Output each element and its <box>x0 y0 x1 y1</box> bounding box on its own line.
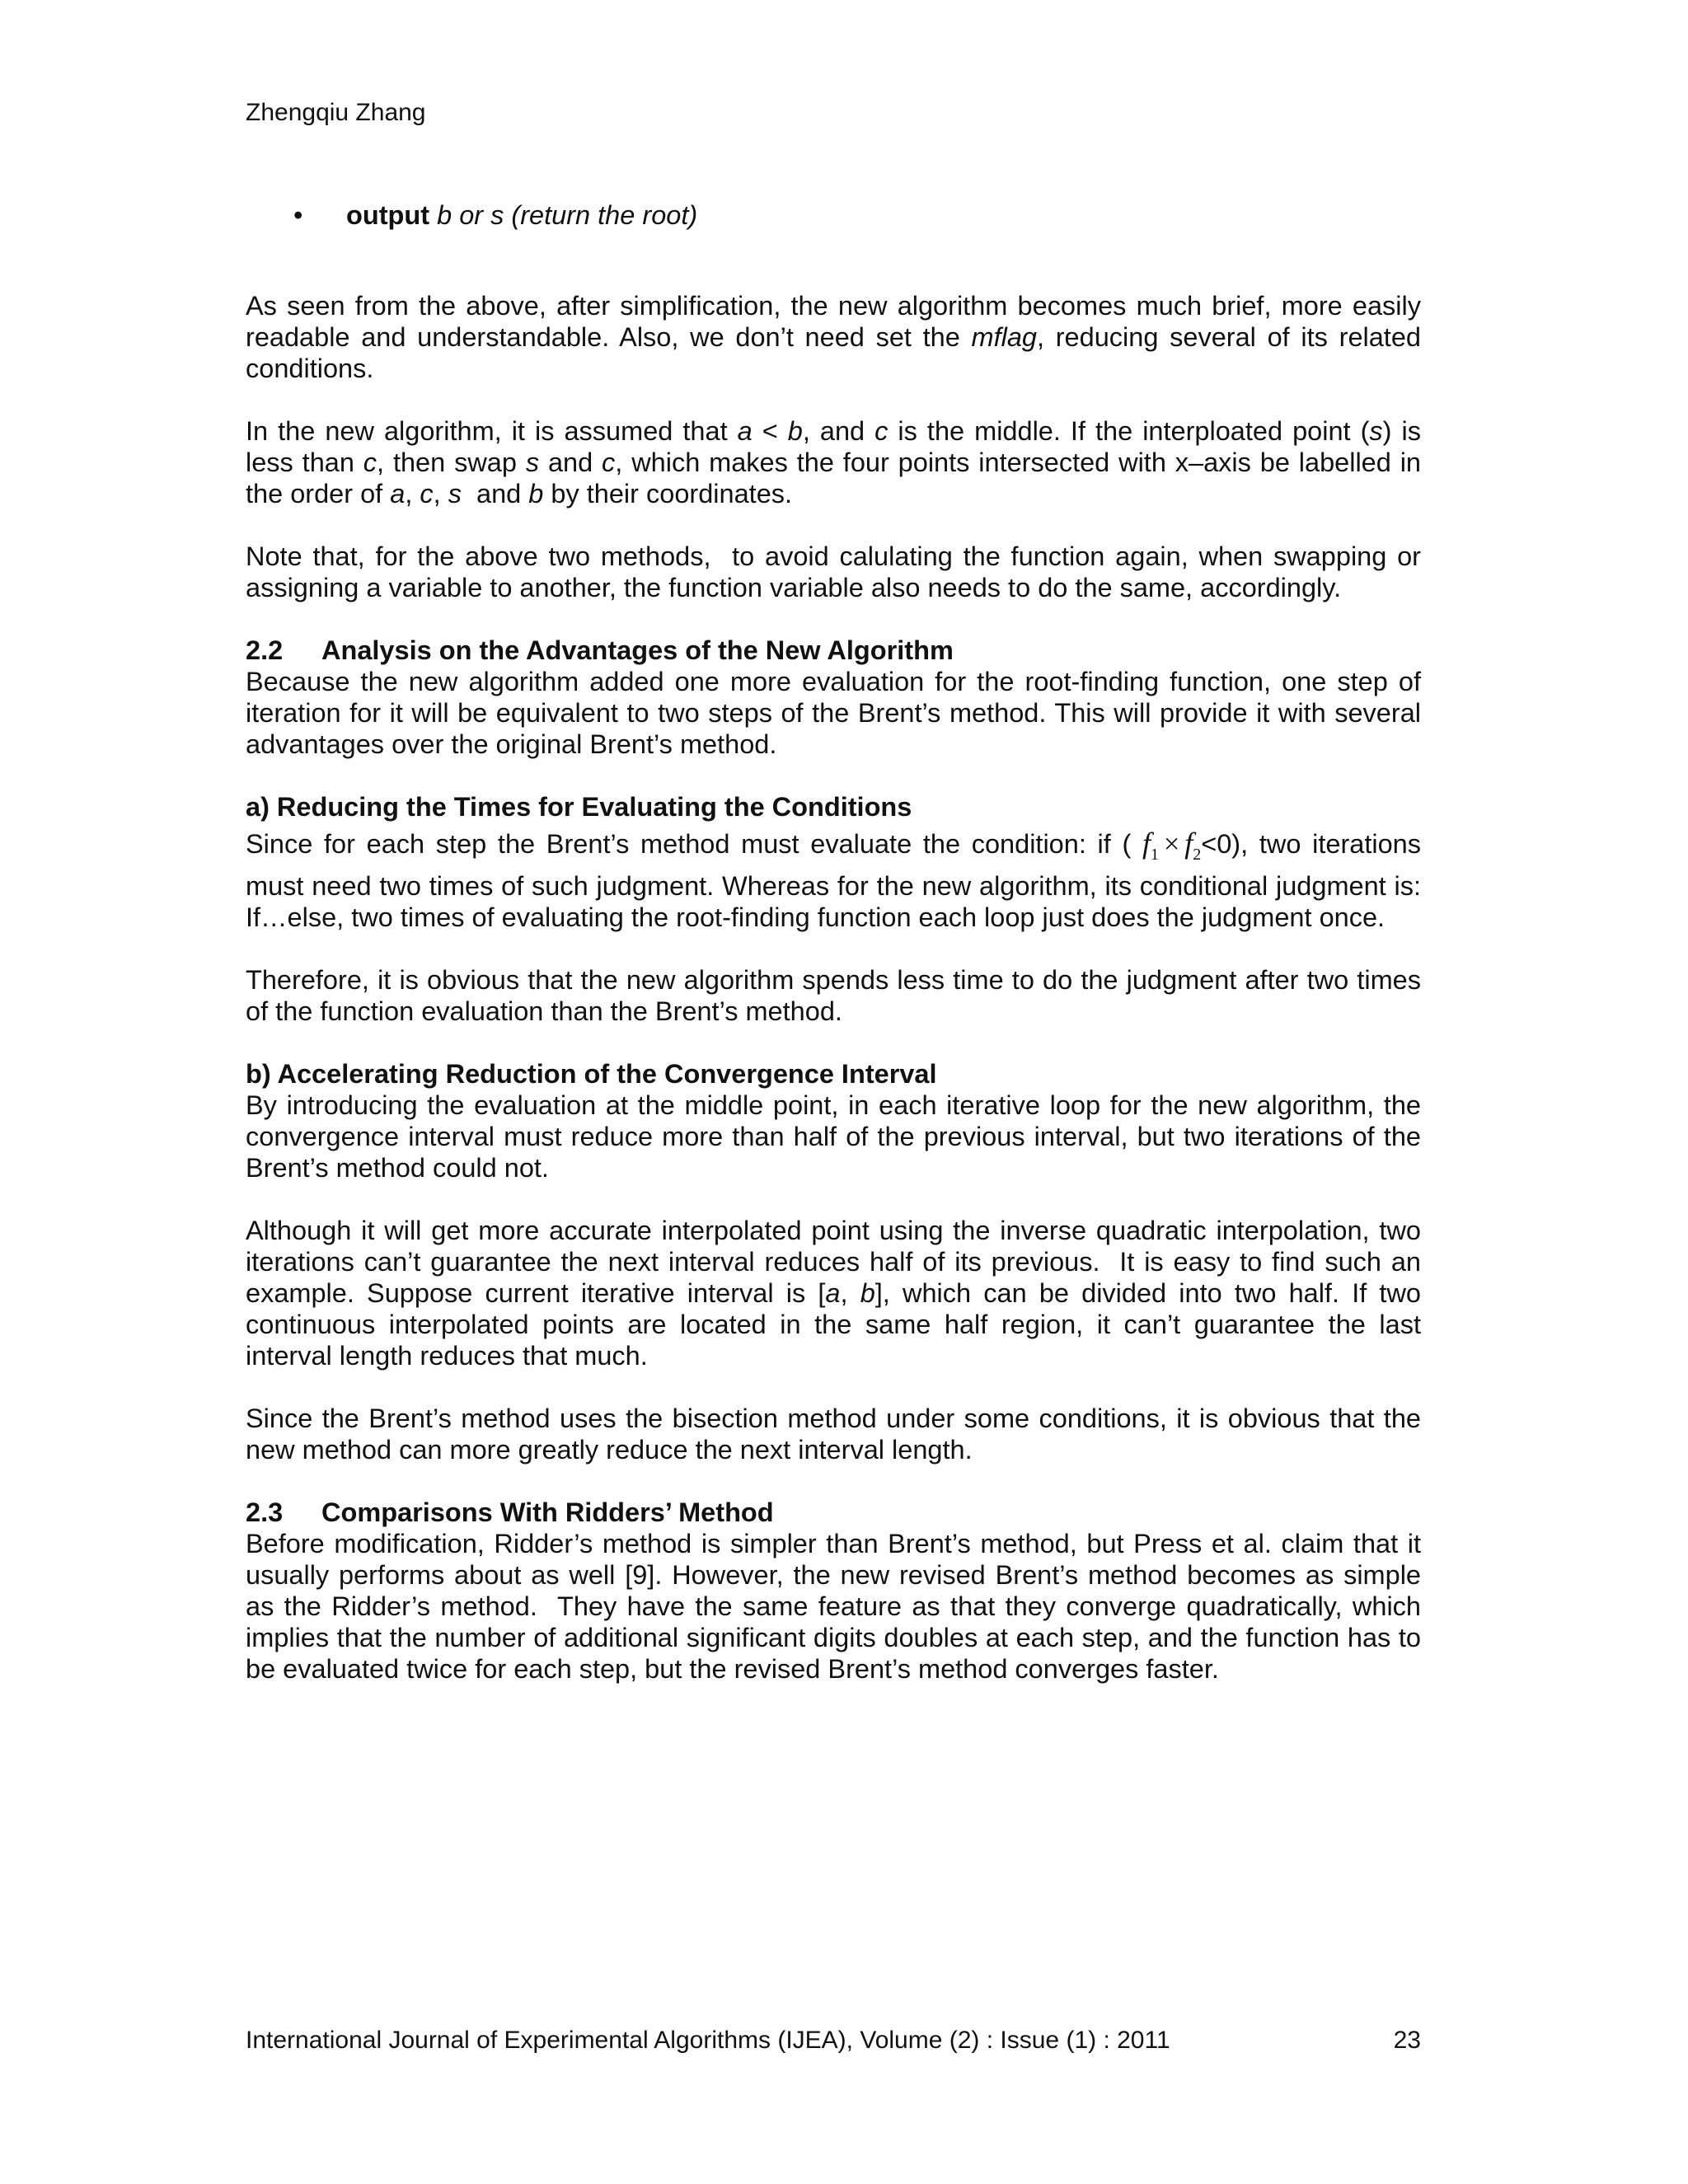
section-number: 2.2 <box>246 635 284 665</box>
section-2-3 <box>246 1497 1429 1685</box>
bullet-text: b or s (return the root) <box>437 200 698 230</box>
text-run: by their coordinates. <box>543 479 793 509</box>
page-number: 23 <box>1393 2027 1421 2054</box>
var-c: c <box>602 448 616 477</box>
var-b: b <box>787 416 803 446</box>
var-a: a <box>825 1278 841 1309</box>
text-run: Since for each step the Brent’s method must evaluate the condition: if ( <box>246 829 1143 859</box>
var-s: s <box>525 448 540 477</box>
formula-f1 <box>1142 827 1160 865</box>
var-c: c <box>874 416 889 446</box>
text-run: < <box>752 416 788 446</box>
section-2-2 <box>246 635 1421 760</box>
section-title: Analysis on the Advantages of the New Algorithm <box>321 635 954 665</box>
section-title: Comparisons With Ridders’ Method <box>321 1497 774 1528</box>
subscript-1: 1 <box>1151 846 1160 865</box>
paragraph-bisection: Since the Brent’s method uses the bisection method under some conditions, it is obvious that the new method can more greatly reduce the next interval length. <box>246 1404 1421 1465</box>
formula-f2 <box>1184 827 1202 865</box>
bullet-dot: • <box>293 200 303 230</box>
running-header-author: Zhengqiu Zhang <box>246 99 426 126</box>
text-run: <0), two iterations must need two times of such judgment. Whereas for the new algorithm, its conditional judgment is: If…else, two times of evaluating the root-finding function each loop just does the judgment once. <box>246 829 1421 933</box>
text-run: Although it will get more accurate interpolated point using the inverse quadratic interpolation, two iterations can’t guarantee the next interval reduces half of its previous. It is easy to find such an example. Suppose current iterative interval is [ <box>246 1216 1429 1309</box>
section-body: Before modification, Ridder’s method is simpler than Brent’s method, but Press et al. claim that it usually performs about as well [9]. However, the new revised Brent’s method becomes as simple as the Ridder’s method. They have the same feature as that they converge quadratically, which implies that the number of additional significant digits doubles at each step, and the function has to be evaluated twice for each step, but the revised Brent’s method converges faster. <box>246 1529 1429 1685</box>
text-run: , reducing several of its related conditions. <box>246 322 1421 383</box>
var-b: b <box>528 479 544 509</box>
subscript-2: 2 <box>1193 846 1202 865</box>
var-b: b <box>860 1278 875 1309</box>
text-run: In the new algorithm, it is assumed that <box>246 416 738 446</box>
text-run: , which makes the four points intersected with x–axis be labelled in the order of <box>246 448 1421 509</box>
subsection-body <box>246 823 1421 933</box>
bullet-keyword: output <box>346 200 430 230</box>
body-content <box>246 199 1429 1716</box>
text-run: and <box>461 479 529 509</box>
text-run: , then swap <box>377 448 526 477</box>
output-bullet-item <box>246 199 1421 231</box>
subsection-heading: b) Accelerating Reduction of the Convergence Interval <box>246 1059 937 1090</box>
paragraph-assumption <box>246 415 1421 509</box>
subsection-heading: a) Reducing the Times for Evaluating the Conditions <box>246 792 912 822</box>
multiplication-sign: × <box>1164 829 1180 860</box>
paragraph-simplification <box>246 290 1421 384</box>
text-run: is the middle. If the interploated point ( <box>888 416 1370 446</box>
text-run: ) is less than <box>246 416 1421 477</box>
text-run: , <box>433 479 448 509</box>
paragraph-note: Note that, for the above two methods, to avoid calulating the function again, when swapping or assigning a variable to another, the function variable also needs to do the same, accordingly. <box>246 541 1429 602</box>
section-number: 2.3 <box>246 1497 284 1528</box>
text-run: and <box>539 448 603 477</box>
var-c: c <box>420 479 434 509</box>
var-c: c <box>363 448 377 477</box>
subsection-body: By introducing the evaluation at the middle point, in each iterative loop for the new algorithm, the convergence interval must reduce more than half of the previous interval, but two iterations of the Brent’s method could not. <box>246 1090 1421 1183</box>
text-run: As seen from the above, after simplification, the new algorithm becomes much brief, more easily readable and understandable. Also, we don’t need set the <box>246 291 1421 352</box>
subsection-b <box>246 1058 1421 1183</box>
section-heading <box>246 1497 1421 1528</box>
mflag-term: mflag <box>971 322 1037 352</box>
journal-citation: International Journal of Experimental Algorithms (IJEA), Volume (2) : Issue (1) : 2011 <box>246 2027 1170 2054</box>
function-symbol: f <box>1142 827 1151 860</box>
paragraph-although <box>246 1215 1429 1371</box>
subsection-a <box>246 791 1421 933</box>
paragraph-therefore: Therefore, it is obvious that the new algorithm spends less time to do the judgment after two times of the function evaluation than the Brent’s method. <box>246 965 1421 1027</box>
var-s: s <box>448 479 462 509</box>
text-run: , <box>405 479 420 509</box>
text-run: , <box>840 1278 860 1309</box>
var-a: a <box>390 479 406 509</box>
text-run: , and <box>802 416 875 446</box>
var-a: a <box>737 416 753 446</box>
function-symbol: f <box>1184 827 1193 860</box>
var-s: s <box>1369 416 1383 446</box>
section-body: Because the new algorithm added one more evaluation for the root-finding function, one step of iteration for it will be equivalent to two steps of the Brent’s method. This will provide it with several advantages over the original Brent’s method. <box>246 667 1421 759</box>
text-run: ], which can be divided into two half. If two continuous interpolated points are located in the same half region, it can’t guarantee the last interval length reduces that much. <box>246 1278 1421 1371</box>
section-heading <box>246 635 1421 666</box>
